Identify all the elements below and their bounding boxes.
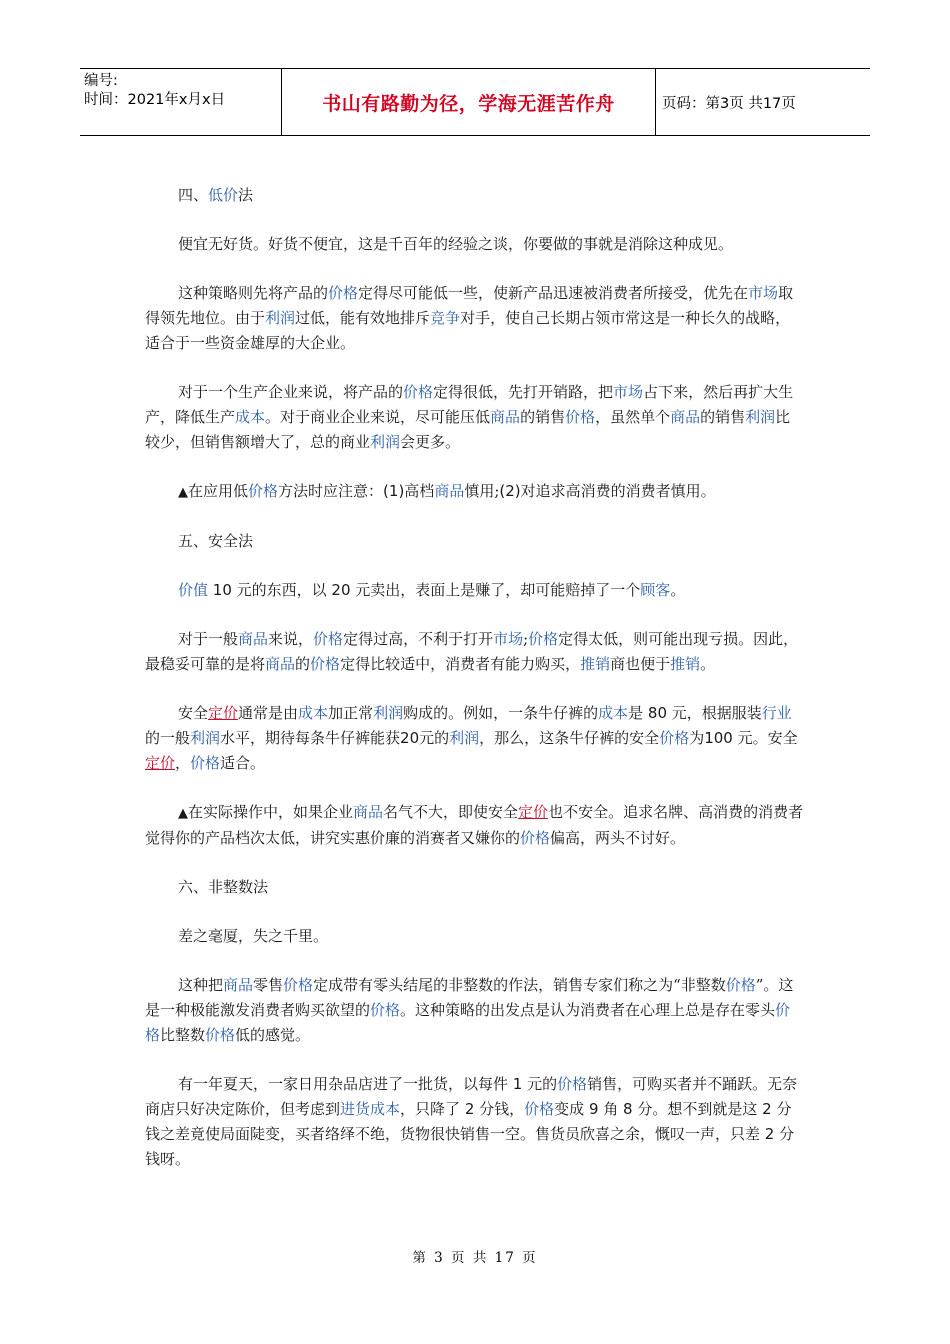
link-price[interactable]: 价格 (313, 630, 344, 648)
link-goods[interactable]: 商品 (670, 408, 701, 426)
link-profit[interactable]: 利润 (449, 729, 480, 747)
link-pricing[interactable]: 定价 (518, 803, 549, 821)
link-low-price[interactable]: 低价 (208, 186, 239, 204)
link-pricing[interactable]: 定价 (208, 704, 239, 722)
link-profit[interactable]: 利润 (373, 704, 404, 722)
paragraph: 这种把商品零售价格定成带有零头结尾的非整数的作法，销售专家们称之为“非整数价格”。这是一种极能激发消费者购买欲望的价格。这种策略的出发点是认为消费者在心理上总是存在零头价格比整数价格低的感觉。 (145, 976, 794, 1044)
link-price[interactable]: 价格 (520, 829, 551, 847)
link-goods[interactable]: 商品 (434, 482, 465, 500)
document-number-label: 编号: (84, 73, 118, 89)
link-goods[interactable]: 商品 (265, 655, 296, 673)
link-market[interactable]: 市场 (493, 630, 524, 648)
link-price[interactable]: 价格 (524, 1100, 555, 1118)
link-profit[interactable]: 利润 (190, 729, 221, 747)
link-industry[interactable]: 行业 (761, 704, 792, 722)
link-price[interactable]: 价格 (248, 482, 279, 500)
header-meta (80, 69, 282, 135)
link-market[interactable]: 市场 (613, 383, 644, 401)
link-price[interactable]: 价格 (557, 1075, 588, 1093)
link-profit[interactable]: 利润 (265, 309, 296, 327)
link-customer[interactable]: 顾客 (640, 581, 671, 599)
link-price[interactable]: 价格 (565, 408, 596, 426)
paragraph: 差之毫厦，失之千里。 (178, 927, 329, 945)
link-price[interactable]: 价格 (328, 284, 359, 302)
link-purchase-cost[interactable]: 进货成本 (340, 1100, 401, 1118)
link-price[interactable]: 价格 (528, 630, 559, 648)
link-promotion[interactable]: 推销 (580, 655, 611, 673)
paragraph: 这种策略则先将产品的价格定得尽可能低一些，使新产品迅速被消费者所接受，优先在市场取得领先地位。由于利润过低，能有效地排斥竞争对手，使自己长期占领市常这是一种长久的战略，适合于一些资金雄厚的大企业。 (145, 284, 794, 352)
link-pricing[interactable]: 定价 (145, 754, 176, 772)
link-market[interactable]: 市场 (748, 284, 779, 302)
page-header (80, 68, 870, 136)
link-price[interactable]: 价格 (205, 1026, 236, 1044)
link-goods[interactable]: 商品 (238, 630, 269, 648)
header-motto: 书山有路勤为径，学海无涯苦作舟 (282, 69, 656, 135)
link-goods[interactable]: 商品 (353, 803, 384, 821)
document-body (145, 183, 805, 1172)
section-heading-4: 四、低价法 (178, 186, 254, 204)
link-price[interactable]: 价格 (370, 1001, 401, 1019)
link-value[interactable]: 价值 (178, 581, 209, 599)
link-profit[interactable]: 利润 (370, 433, 401, 451)
link-price[interactable]: 价格 (190, 754, 221, 772)
link-profit[interactable]: 利润 (745, 408, 776, 426)
link-price[interactable]: 价格 (145, 1001, 791, 1044)
triangle-icon: ▲ (178, 485, 188, 500)
header-page-code: 页码：第3页 共17页 (662, 95, 796, 112)
document-time: 时间：2021年x月x日 (84, 92, 226, 108)
link-promotion[interactable]: 推销 (670, 655, 701, 673)
paragraph: 有一年夏天，一家日用杂品店进了一批货，以每件 1 元的价格销售，可购买者并不踊跃。无奈商店只好决定陈价，但考虑到进货成本，只降了 2 分钱，价格变成 9 角 8 分。想不到就是这 2 分钱之差竟使局面陡变，买者络绎不绝，货物很快销售一空。售货员欣喜之余，慨叹一声，只差 2 分钱呀。 (145, 1075, 798, 1168)
paragraph: 对于一般商品来说，价格定得过高，不利于打开市场;价格定得太低，则可能出现亏损。因此，最稳妥可靠的是将商品的价格定得比较适中，消费者有能力购买，推销商也便于推销。 (145, 630, 799, 673)
section-heading-5: 五、安全法 (178, 532, 254, 550)
link-price[interactable]: 价格 (310, 655, 341, 673)
section-heading-6: 六、非整数法 (178, 878, 269, 896)
link-competition[interactable]: 竞争 (430, 309, 461, 327)
paragraph: 对于一个生产企业来说，将产品的价格定得很低，先打开销路，把市场占下来，然后再扩大生产，降低生产成本。对于商业企业来说，尽可能压低商品的销售价格，虽然单个商品的销售利润比较少，但销售额增大了，总的商业利润会更多。 (145, 383, 794, 451)
link-cost[interactable]: 成本 (235, 408, 266, 426)
link-cost[interactable]: 成本 (598, 704, 629, 722)
note-paragraph: ▲在应用低价格方法时应注意：(1)高档商品慎用;(2)对追求高消费的消费者慎用。 (178, 482, 716, 500)
link-price[interactable]: 价格 (725, 976, 756, 994)
link-price[interactable]: 价格 (659, 729, 690, 747)
link-goods[interactable]: 商品 (223, 976, 254, 994)
note-paragraph: ▲在实际操作中，如果企业商品名气不大，即使安全定价也不安全。追求名牌、高消费的消费者觉得你的产品档次太低，讲究实惠价廉的消赛者又嫌你的价格偏高，两头不讨好。 (145, 803, 804, 847)
page-footer: 第 3 页 共 17 页 (412, 1250, 538, 1266)
triangle-icon: ▲ (178, 806, 188, 821)
link-goods[interactable]: 商品 (490, 408, 521, 426)
link-cost[interactable]: 成本 (298, 704, 329, 722)
paragraph: 价值 10 元的东西，以 20 元卖出，表面上是赚了，却可能赔掉了一个顾客。 (178, 581, 686, 599)
paragraph: 便宜无好货。好货不便宜，这是千百年的经验之谈，你要做的事就是消除这种成见。 (178, 235, 734, 253)
link-price[interactable]: 价格 (283, 976, 314, 994)
paragraph: 安全定价通常是由成本加正常利润购成的。例如，一条牛仔裤的成本是 80 元，根据服装行业的一般利润水平，期待每条牛仔裤能获20元的利润，那么，这条牛仔裤的安全价格为100 元。安全定价，价格适合。 (145, 704, 798, 772)
link-price[interactable]: 价格 (403, 383, 434, 401)
